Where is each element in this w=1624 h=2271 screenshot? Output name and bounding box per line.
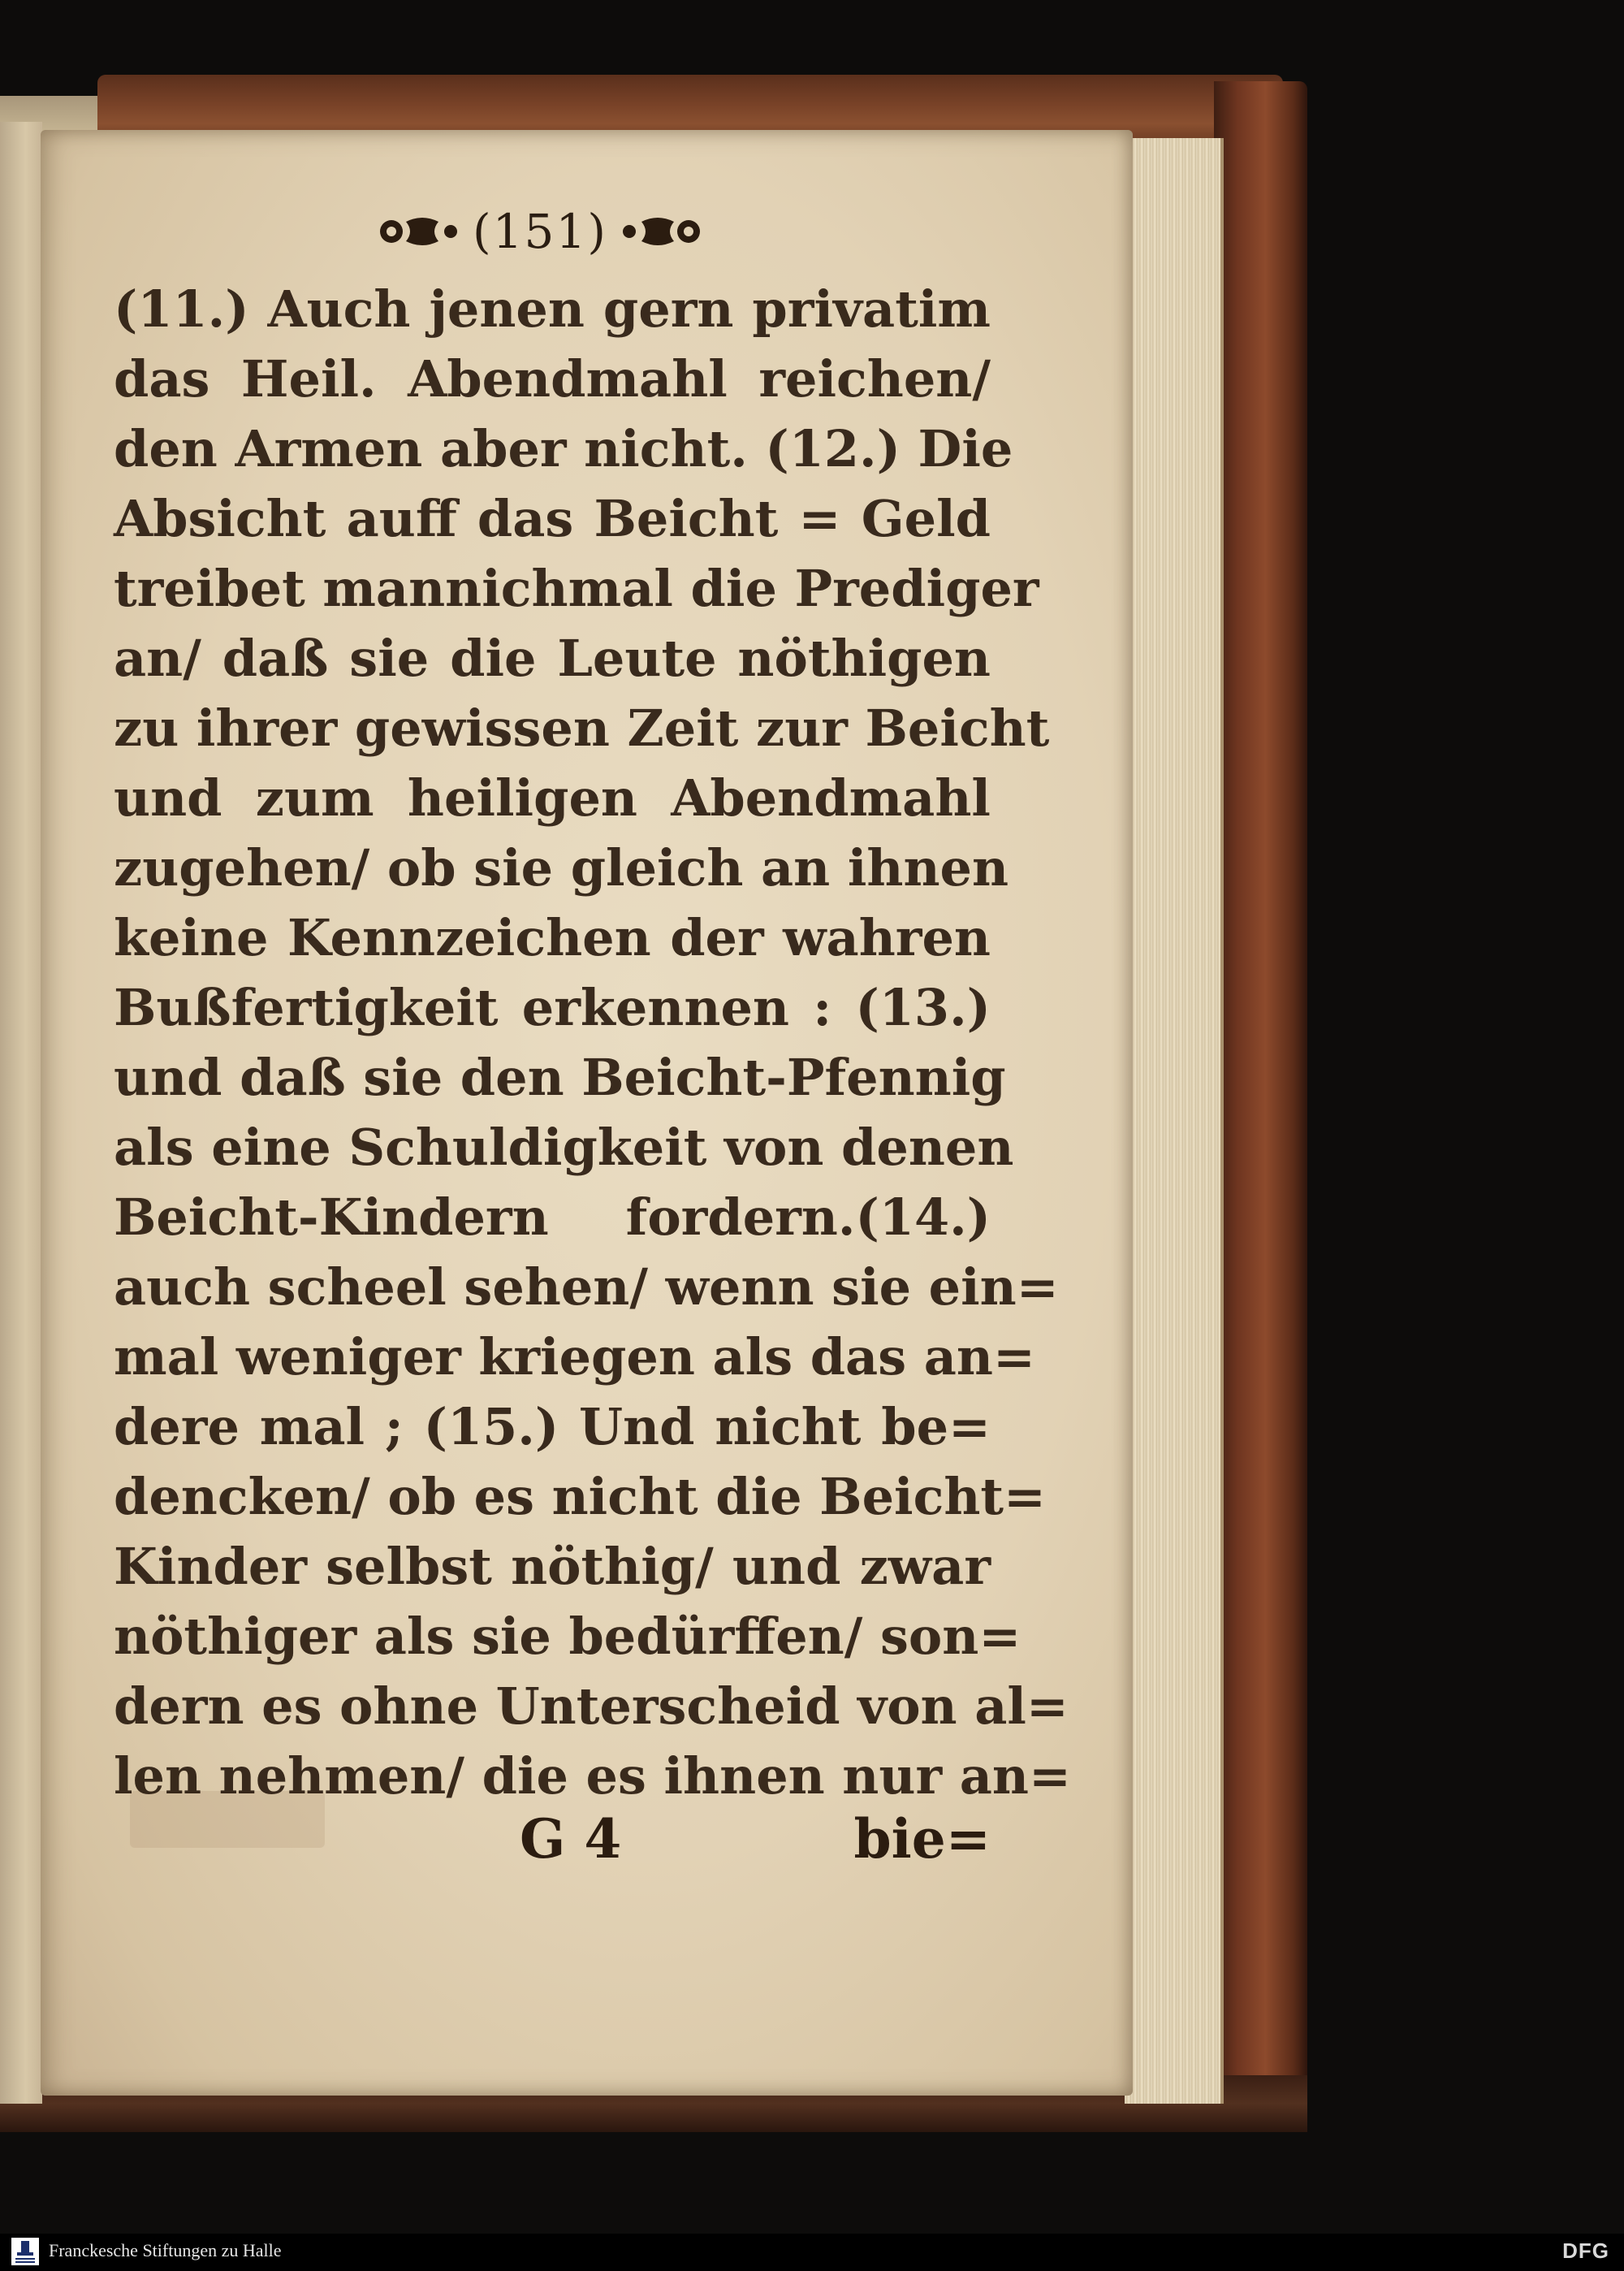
text-line: Bußfertigkeit erkennen : (13.) xyxy=(114,978,991,1037)
book-cover-right xyxy=(1214,81,1307,2112)
text-line: und zum heiligen Abendmahl xyxy=(114,768,991,828)
text-line: Beicht-Kindern fordern.(14.) xyxy=(114,1187,991,1247)
left-ornament-icon xyxy=(374,207,463,256)
text-line: das Heil. Abendmahl reichen/ xyxy=(114,349,991,409)
catchword: bie= xyxy=(853,1807,991,1871)
institution-name: Franckesche Stiftungen zu Halle xyxy=(49,2240,282,2260)
text-line: und daß sie den Beicht-Pfennig xyxy=(114,1048,1006,1107)
text-line: (11.) Auch jenen gern privatim xyxy=(114,279,991,339)
text-line: an/ daß sie die Leute nöthigen xyxy=(114,629,991,688)
text-line: zugehen/ ob sie gleich an ihnen xyxy=(114,838,1009,898)
text-line: den Armen aber nicht. (12.) Die xyxy=(114,419,1013,478)
text-line: Absicht auff das Beicht = Geld xyxy=(114,489,991,548)
institution-logo-icon xyxy=(11,2238,39,2265)
text-line: auch scheel sehen/ wenn sie ein= xyxy=(114,1257,1059,1317)
text-line: als eine Schuldigkeit von denen xyxy=(114,1118,1014,1177)
text-line: dencken/ ob es nicht die Beicht= xyxy=(114,1467,1046,1526)
text-line: keine Kennzeichen der wahren xyxy=(114,908,991,967)
footer-bar xyxy=(0,2234,1624,2271)
text-line: treibet mannichmal die Prediger xyxy=(114,559,1039,618)
page-header xyxy=(349,195,731,268)
page-number: (151) xyxy=(473,204,607,259)
funder-logo: DFG xyxy=(1562,2239,1609,2263)
text-line: Kinder selbst nöthig/ und zwar xyxy=(114,1537,991,1596)
page-footer xyxy=(114,1807,991,1880)
page-edges xyxy=(1125,138,1224,2104)
right-ornament-icon xyxy=(617,207,706,256)
left-page-edge xyxy=(0,122,42,2104)
text-line: dere mal ; (15.) Und nicht be= xyxy=(114,1397,991,1456)
text-line: mal weniger kriegen als das an= xyxy=(114,1327,1035,1386)
signature-mark: G 4 xyxy=(520,1807,622,1871)
text-line: zu ihrer gewissen Zeit zur Beicht xyxy=(114,699,1050,758)
text-line: nöthiger als sie bedürffen/ son= xyxy=(114,1607,1021,1666)
text-line: len nehmen/ die es ihnen nur an= xyxy=(114,1746,1071,1806)
text-line: dern es ohne Unterscheid von al= xyxy=(114,1676,1069,1736)
